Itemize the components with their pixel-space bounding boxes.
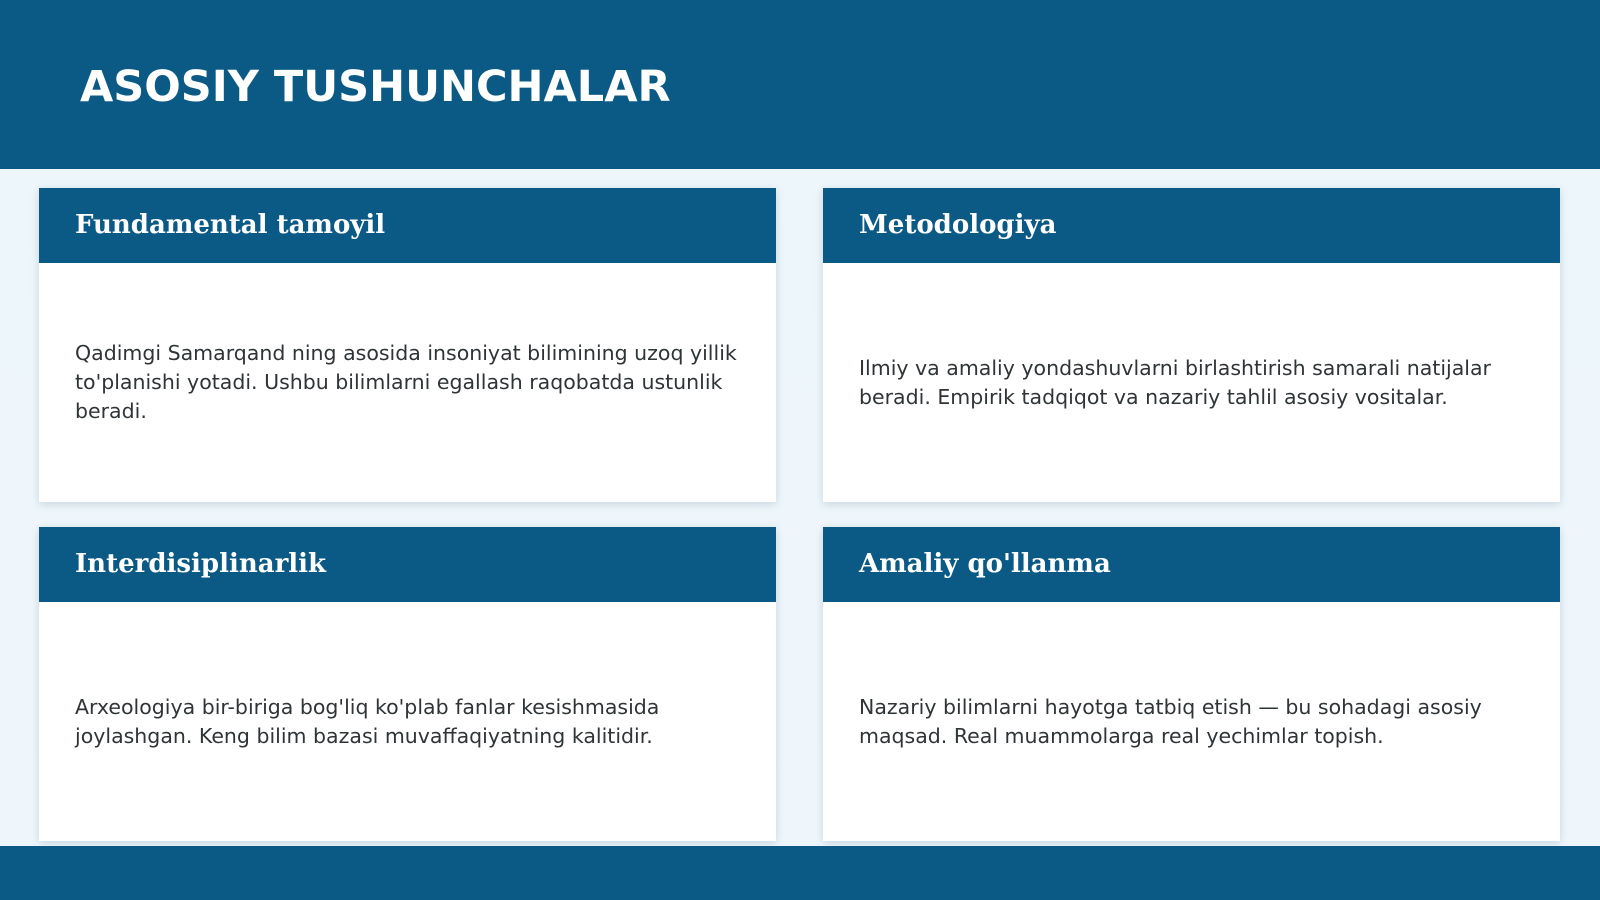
slide-title: ASOSIY TUSHUNCHALAR <box>80 62 671 112</box>
concept-card-methodology <box>823 188 1560 502</box>
card-title: Interdisiplinarlik <box>75 549 327 579</box>
card-body <box>39 602 776 841</box>
card-text: Arxeologiya bir-biriga bog'liq ko'plab fanlar kesishmasida joylashgan. Keng bilim bazasi muvaffaqiyatning kalitidir. <box>75 694 660 748</box>
card-text: Qadimgi Samarqand ning asosida insoniyat bilimining uzoq yillik to'planishi yotadi. Ushbu bilimlarni egallash raqobatda ustunlik beradi. <box>75 341 737 423</box>
concept-card-practical-application <box>823 527 1560 841</box>
card-header <box>39 188 776 263</box>
card-title: Metodologiya <box>859 210 1057 240</box>
card-text: Nazariy bilimlarni hayotga tatbiq etish — bu sohadagi asosiy maqsad. Real muammolarga real yechimlar topish. <box>859 694 1482 748</box>
card-header <box>39 527 776 602</box>
slide-footer <box>0 846 1600 900</box>
concept-card-fundamental <box>39 188 776 502</box>
card-body <box>39 263 776 502</box>
card-body <box>823 602 1560 841</box>
concept-card-interdisciplinarity <box>39 527 776 841</box>
slide-header <box>0 0 1600 169</box>
card-header <box>823 188 1560 263</box>
card-header <box>823 527 1560 602</box>
card-text: Ilmiy va amaliy yondashuvlarni birlashtirish samarali natijalar beradi. Empirik tadqiqot va nazariy tahlil asosiy vositalar. <box>859 355 1491 409</box>
card-title: Amaliy qo'llanma <box>859 549 1111 579</box>
card-body <box>823 263 1560 502</box>
card-title: Fundamental tamoyil <box>75 210 386 240</box>
